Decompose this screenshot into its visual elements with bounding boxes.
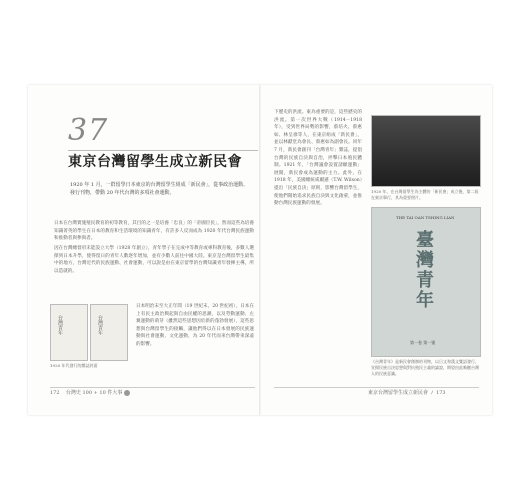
- body-paragraph-2: 因在台灣總督府未能設立大學（1928 年創立），青年學子在完成中等教育或專科教育後，多數人選擇到日本升學，使得留日的青年人數逐年增加，並有少數人前往中國大陸。東京是台灣留學生最集中的地方，台灣近代的民族運動、社會運動，可以說是由在東京留學的台灣知識青年發揮主導，所以造就的。: [54, 246, 254, 274]
- cover-header: THE TAI OAN TSHING LIAN: [396, 215, 455, 220]
- right-body-text: 下歷史的洪流。東為重要的是，這些歷史的洪流。第一次世界大戰（1914－1918 年），受到世界局勢的影響，蔡培火、蔡惠如、林呈祿等人，在東京組成「新民會」，並以林獻堂為會長、蔡惠如為副會長。同年 7 月，新民會創刊「台灣青年」雜誌，提倡台灣的民族自決與自治，抨擊日本殖民體制。1921 年，「台灣議會設置請願運動」展開，新民會成為運動的主力。此外，在 1918 年，美國總統威爾遜（T.W. Wilson）提出「民族自決」原則，影響台灣留學生，使他們開始追求民族自決與文化啟蒙，並推動台灣民族運動的發展。: [274, 110, 362, 207]
- book-spread: [28, 85, 492, 415]
- chapter-number: 37: [68, 113, 109, 148]
- chapter-title-footer: 東京台灣留學生成立新民會: [368, 390, 429, 396]
- body-paragraph-3: 日本明治末至大正年間（19 世紀末，20 世紀初），日本在上有民主政治興起與自由民權的思潮，以及勞動運動、左翼運動的萌芽（雖然這些思想因於新的蓬勃發展），這些思想與台灣留學生的接觸，讓他們得以在日本發展的民族運動與社會運動、文化運動，為 20 年代而來台灣帶來深遠的影響。: [136, 304, 254, 347]
- chapter-intro: 1920 年 1 月，一群留學日本東京的台灣留學生組成「新民會」，從事政治運動、發行刊物，帶動 20 年代台灣的多項社會運動。: [70, 182, 249, 196]
- group-photo: [371, 115, 481, 187]
- page-number-right: 173: [436, 390, 446, 396]
- magazine-label-2: 台灣青年: [97, 315, 103, 335]
- cover-caption: 《台灣青年》是新民會創辦的刊物，以日文和漢文雙語發行，宣揚民族自決思想與對抗殖民主義的論說，期望由此喚醒台灣人的民族意識。: [371, 359, 479, 376]
- magazine-label: 台灣青年: [57, 315, 63, 335]
- magazine-cover: [371, 207, 481, 357]
- footer-right: 東京台灣留學生成立新民會 / 173: [368, 390, 446, 396]
- group-photo-caption: 1920 年，在台灣留學生為主體的「新民會」成立後，第二屆在東京舉行，其為重要照片。: [371, 189, 479, 200]
- book-title-footer: 台灣史 100 + 10 件大事: [65, 390, 123, 396]
- chapter-title: 東京台灣留學生成立新民會: [68, 154, 242, 170]
- gutter: [259, 85, 261, 415]
- page-number-left: 172: [50, 390, 60, 396]
- cover-issue: 第一卷 第一號: [410, 340, 436, 345]
- body-paragraph-1: 日本在台灣實施殖民教育的初等教育，其目的之一是培養「忠良」的「帝國臣民」，然而這些為培養知識菁英的學生在日本的教育和生活環境的知識青年，有許多人反而成為 1920 年代台灣民族運動和推動者與參與者。: [54, 221, 254, 242]
- cover-title: 臺灣青年: [413, 230, 434, 310]
- magazine-photo-1: [50, 304, 88, 361]
- magazine-photo-2: [90, 304, 128, 361]
- magazine-caption: 1920 年代發行的雜誌封面: [50, 363, 98, 368]
- volume-badge: [124, 390, 130, 396]
- footer-rule-right: [274, 387, 479, 388]
- footer-left: [50, 389, 130, 396]
- footer-rule-left: [50, 387, 255, 388]
